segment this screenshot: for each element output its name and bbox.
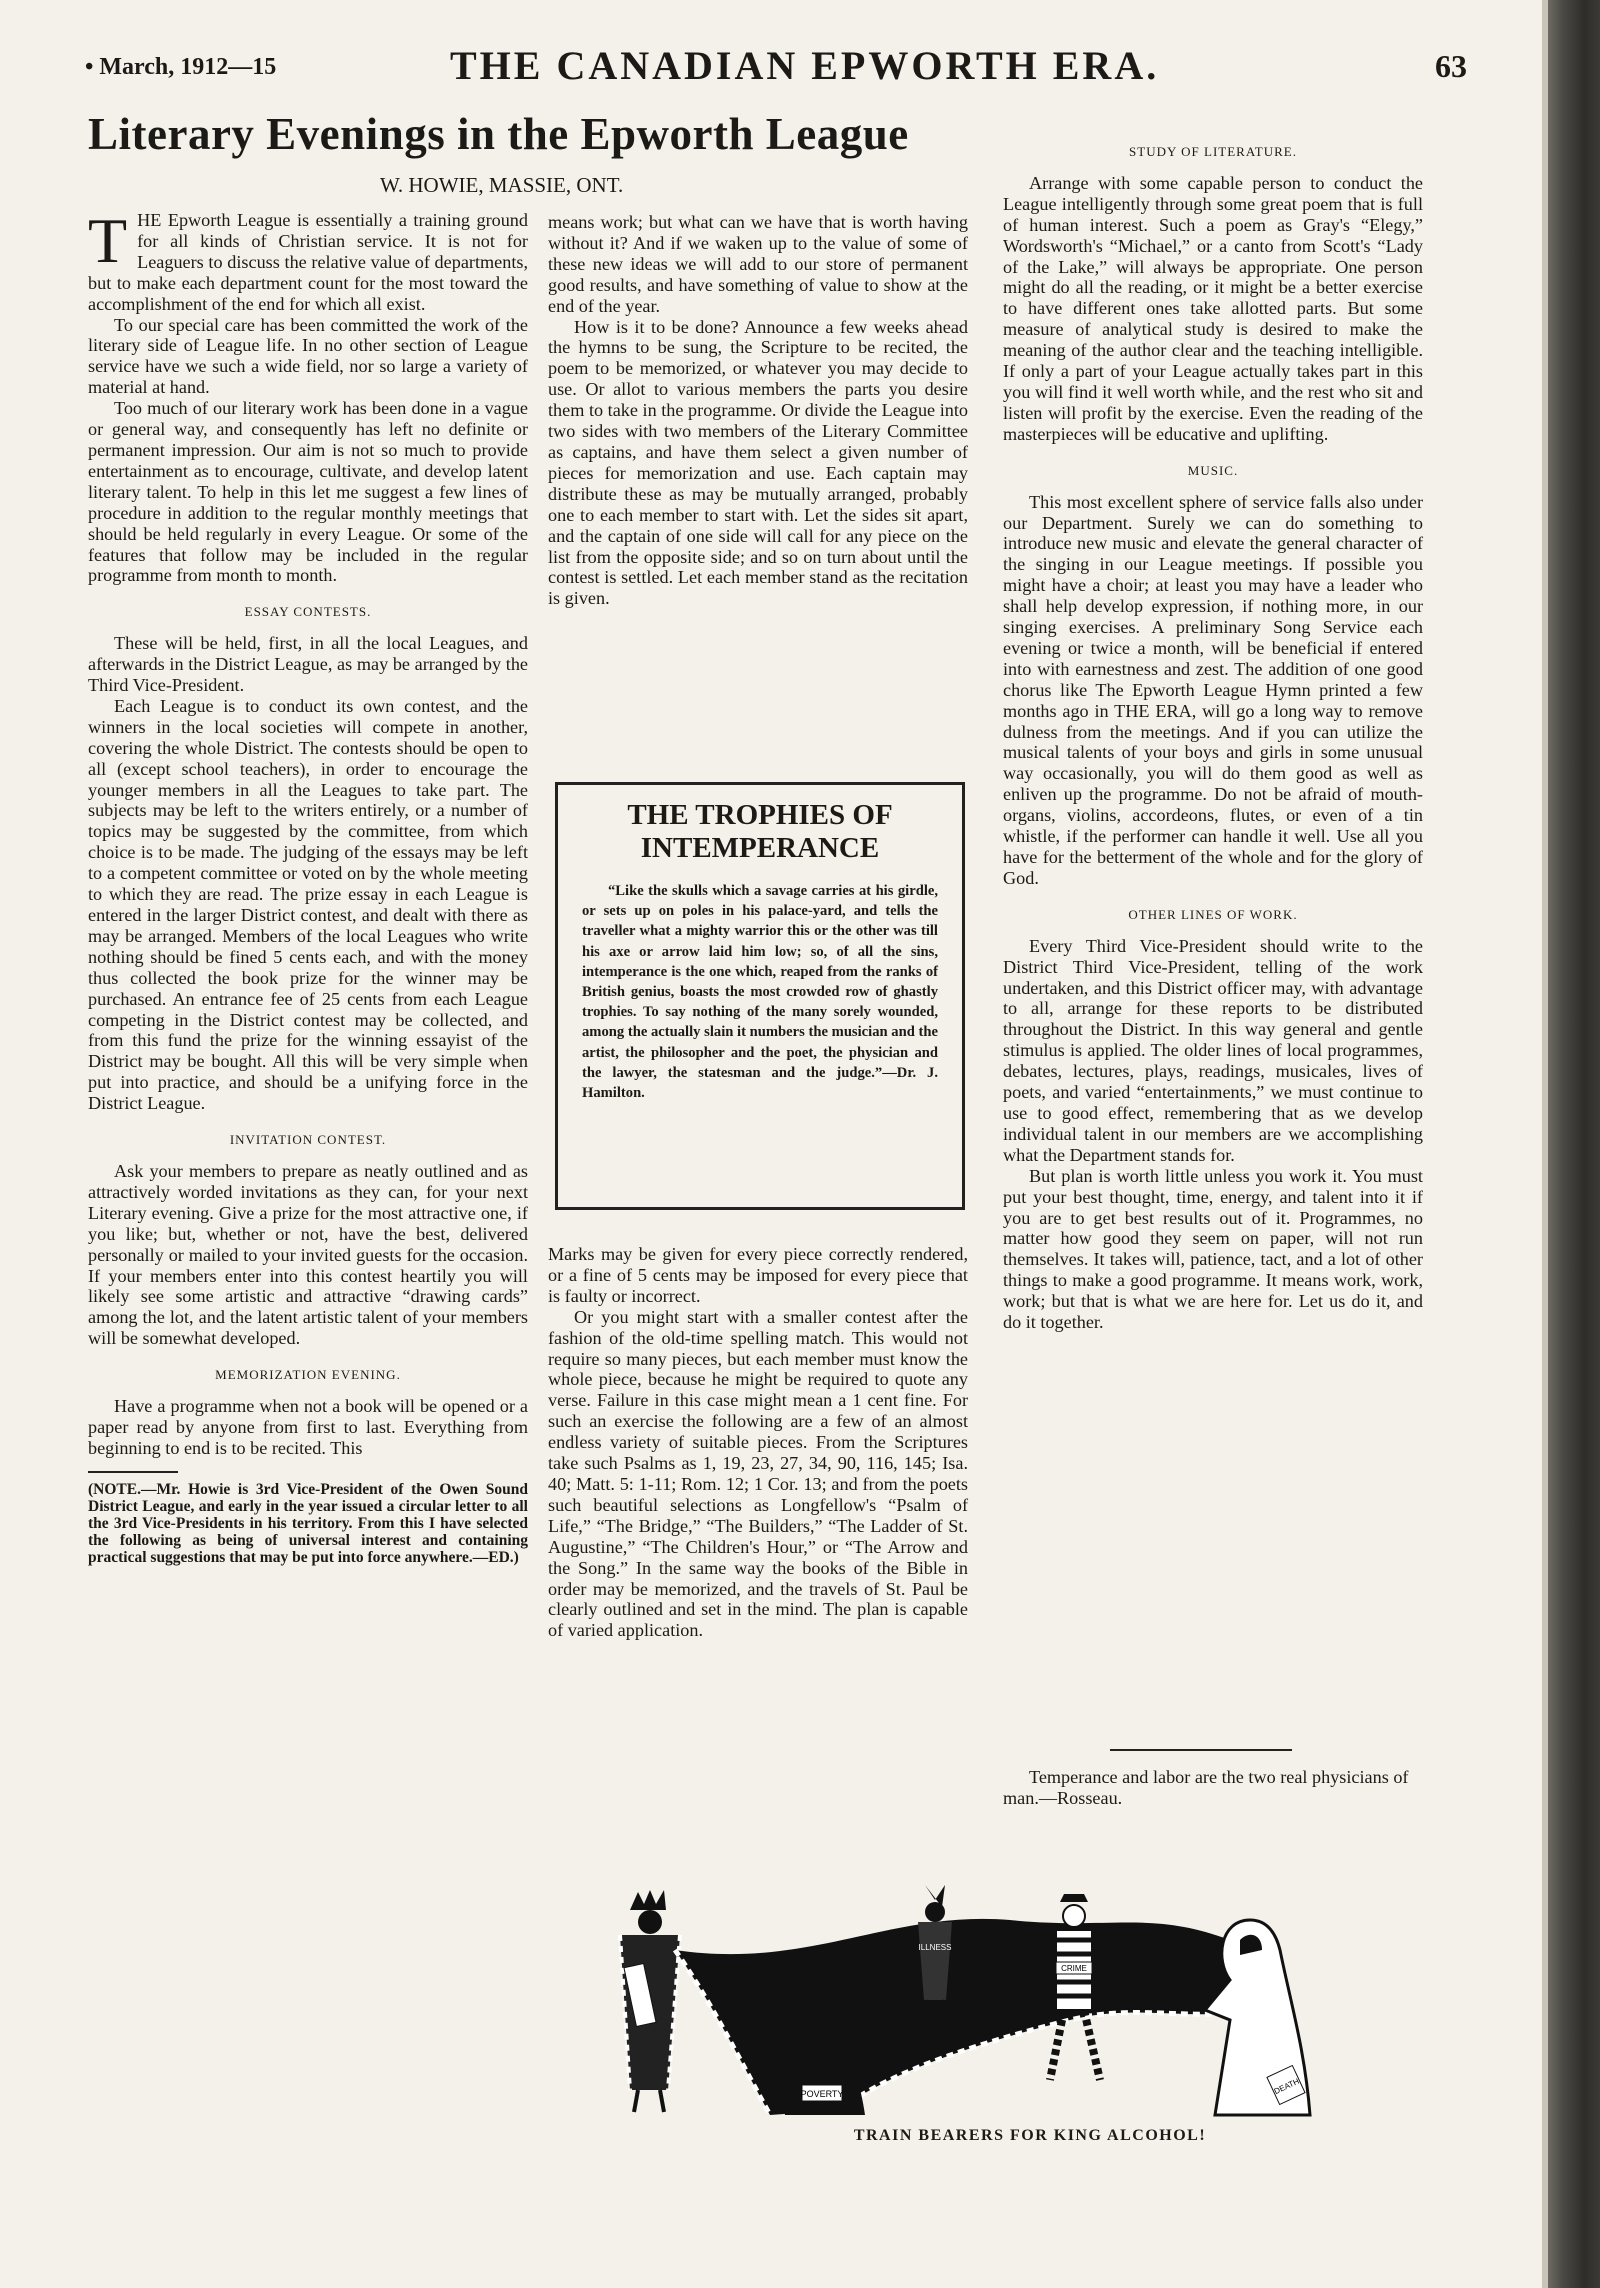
paragraph: To our special care has been committed the work of the literary side of League life. In no other section of League service have we such a wide field, nor so large a variety of material at hand. <box>88 314 528 398</box>
page-number: 63 <box>1435 48 1467 84</box>
page-edge <box>1542 0 1548 2288</box>
paragraph: Each League is to conduct its own contest, and the winners in the local societies will compete in another, covering the whole District. The contests should be open to all (except school teachers), in order to encourage the younger members in all the Leagues to take part. The subjects may be left to the writers entirely, or a number of topics may be suggested by the committee, from which choice is to be made. The judging of the essays may be left to a competent committee or voted on by the whole meeting to which they are read. The prize essay in each League is entered in the larger District contest, and dealt with there as may be arranged. Members of the local Leagues who write nothing should be fined 5 cents each, and with the money thus collected the book prize for the winner may be purchased. An entrance fee of 25 cents from each League competing in the District contest may be collected, and from this fund the prize for the winning essayist of the District may be bought. All this will be very simple when put into practice, and should be a unifying force in the District League. <box>88 695 528 1114</box>
paragraph: This most excellent sphere of service falls also under our Department. Surely we can do something to introduce new music and elevate the general character of the singing in our League meetings. If possible you might have a choir; at least you may have a leader who shall help develop expression, if nothing more, in our singing exercises. A preliminary Song Service each evening or twice a month, will be beneficial if entered into with earnestness and zest. The addition of one good chorus like The Epworth League Hymn printed a few months ago in THE ERA, will go a long way to remove dulness from the meetings. And if you can utilize the musical talents of your boys and girls in some unusual way occasionally, you will do them good as well as enliven up the programme. Do not be afraid of mouth-organs, violins, accordeons, flutes, or even of a tin whistle, if the performer can handle it well. Use all you have for the betterment of the whole and for the glory of God. <box>1003 491 1423 888</box>
column-1 <box>88 205 528 1566</box>
column-2-top <box>548 212 968 609</box>
paragraph: Marks may be given for every piece correctly rendered, or a fine of 5 cents may be imposed for every piece that is faulty or incorrect. <box>548 1244 968 1306</box>
paragraph: means work; but what can we have that is worth having without it? And if we waken up to the value of some of these new ideas we will add to our store of permanent good results, and have something of value to show at the end of the year. <box>548 212 968 316</box>
magazine-title: THE CANADIAN EPWORTH ERA. <box>450 43 1160 88</box>
paragraph: Ask your members to prepare as neatly outlined and as attractively worded invitations as they can, for your next Literary evening. Give a prize for the most attractive one, if you like; but, whether or not, have the best, delivered personally or mailed to your invited guests for the occasion. If your members enter into this contest heartily you will likely see some artistic and attractive “drawing cards” among the lot, and the latent artistic talent of your members will be somewhat developed. <box>88 1160 528 1349</box>
paragraph: Every Third Vice-President should write to the District Third Vice-President, telling of the work undertaken, and this District officer may, with advantage to all, arrange for these reports to be distributed throughout the District. In this way general and gentle stimulus is applied. The older lines of local programmes, debates, lectures, plays, readings, musicales, lives of poets, and varied “entertainments,” we must continue to use to good effect, remembering that as we develop individual talent in our members are we accomplishing what the Department stands for. <box>1003 935 1423 1165</box>
paragraph: Arrange with some capable person to conduct the League intelligently through some great poem that is full of human interest. Such a poem as Gray's “Elegy,” Wordsworth's “Michael,” or a canto from Scott's “Lady of the Lake,” will always be appropriate. One person might do all the reading, or it might be a better exercise to have different ones take allotted parts. But some measure of analytical study is desired to make the meaning of the author clear and the teaching intelligible. If only a part of your League actually takes part in this you will find it well worth while, and the rest who sit and listen will profit by the exercise. Even the reading of the masterpieces will be educative and uplifting. <box>1003 172 1423 444</box>
editor-note: (NOTE.—Mr. Howie is 3rd Vice-President of the Owen Sound District League, and early in the year issued a circular letter to all the 3rd Vice-Presidents in his territory. From this I have selected the following as being of universal interest and containing practical suggestions that may be put into force anywhere.—ED.) <box>88 1480 528 1566</box>
section-heading-literature: STUDY OF LITERATURE. <box>1129 144 1297 159</box>
note-divider <box>88 1471 178 1473</box>
trophies-box <box>555 782 965 1210</box>
svg-text:POVERTY: POVERTY <box>800 2089 844 2099</box>
box-quote: “Like the skulls which a savage carries at his girdle, or sets up on poles in his palace-yard, and tells the traveller what a mighty warrior this or the other was till his axe or arrow laid him low; so, of all the sins, intemperance is the one which, reaped from the ranks of British genius, boasts the most crowded row of ghastly trophies. To say nothing of the many sorely wounded, among the actually slain it numbers the musician and the artist, the philosopher and the poet, the physician and the lawyer, the statesman and the judge.”—Dr. J. Hamilton. <box>582 883 938 1102</box>
paragraph: These will be held, first, in all the local Leagues, and afterwards in the District League, as may be arranged by the Third Vice-President. <box>88 633 528 696</box>
running-header <box>85 42 1485 92</box>
paragraph: Have a programme when not a book will be opened or a paper read by anyone from first to last. Everything from beginning to end is to be recited. This <box>88 1396 528 1458</box>
section-heading-invitation: INVITATION CONTEST. <box>229 1132 387 1148</box>
temperance-quote: Temperance and labor are the two real physicians of man.—Rosseau. <box>1003 1767 1409 1808</box>
paragraph: Or you might start with a smaller contest after the fashion of the old-time spelling match. This would not require so many pieces, but each member must know the whole piece, because he might be required to quote any verse. Failure in this case might mean a 1 cent fine. For such an exercise the following are a few of an almost endless variety of suitable pieces. From the Scriptures take such Psalms as 1, 19, 23, 27, 34, 90, 116, 145; Isa. 40; Matt. 5: 1-11; Rom. 12; 1 Cor. 13; and from the poets such beautiful selections as Longfellow's “Psalm of Life,” “The Bridge,” “The Builders,” “The Ladder of St. Augustine,” “The Children's Hour,” or “The Arrow and the Song.” In the same way the books of the Bible in order may be memorized, and the travels of St. Paul be clearly outlined and set in the mind. The plan is capable of varied application. <box>548 1306 968 1641</box>
section-heading-other: OTHER LINES OF WORK. <box>1128 906 1298 922</box>
article-title: Literary Evenings in the Epworth League <box>88 109 909 159</box>
quote-divider <box>1110 1749 1292 1751</box>
section-heading-memorization: MEMORIZATION EVENING. <box>215 1367 401 1383</box>
column-3 <box>1003 142 1423 1333</box>
death-figure <box>1205 1920 1310 2115</box>
train-bearers-illustration <box>590 1880 1400 2120</box>
svg-text:ILLNESS: ILLNESS <box>918 1943 952 1952</box>
section-heading-music: MUSIC. <box>1187 462 1239 478</box>
book-spine <box>1548 0 1600 2288</box>
paragraph: How is it to be done? Announce a few weeks ahead the hymns to be sung, the Scripture to be recited, the poem to be memorized, or whatever you may decide to use. Or allot to various members the parts you desire them to take in the programme. Or divide the League into two sides with two members of the Literary Committee as captains, and have them select a given number of pieces for memorization and use. Each captain may distribute these as may be mutually arranged, probably one to each member to start with. Let the sides sit apart, and the captain of one side will call for any piece on the list from the opposite side; and so on turn about until the contest is settled. Let each member stand as the recitation is given. <box>548 316 968 609</box>
paragraph: But plan is worth little unless you work it. You must put your best thought, time, energy, and talent into it if you are to get best results out of it. Programmes, no matter how good they seem on paper, will not run themselves. It takes will, patience, tact, and a lot of other things to make a good programme. It means work, work, work; but that is what we are here for. Let us do it, and do it together. <box>1003 1165 1423 1333</box>
issue-date: • March, 1912—15 <box>85 54 277 80</box>
section-heading-essay: ESSAY CONTESTS. <box>244 604 372 620</box>
box-title: THE TROPHIES OF INTEMPERANCE <box>627 799 893 864</box>
column-2-bottom <box>548 1244 968 1641</box>
svg-text:CRIME: CRIME <box>1061 1964 1087 1973</box>
intro-paragraph: THE Epworth League is essentially a training ground for all kinds of Christian service. It is not for Leaguers to discuss the relative value of departments, but to make each department count for the most toward the accomplishment of the end for which all exist. <box>88 205 528 314</box>
paragraph: Too much of our literary work has been done in a vague or general way, and consequently has left no definite or permanent impression. Our aim is not so much to provide entertainment as to encourage, cultivate, and develop latent literary talent. To help in this let me suggest a few lines of procedure in addition to the regular monthly meetings that should be held regularly in every League. Or some of the features that follow may be included in the regular programme from month to month. <box>88 398 528 586</box>
drop-cap: T <box>88 205 128 276</box>
crime-figure <box>1050 1894 1100 2080</box>
illustration-caption: TRAIN BEARERS FOR KING ALCOHOL! <box>853 2127 1207 2144</box>
king-alcohol-figure <box>620 1890 680 2112</box>
article-byline: W. HOWIE, MASSIE, ONT. <box>380 173 624 197</box>
svg-text:DEATH: DEATH <box>1272 2076 1301 2097</box>
